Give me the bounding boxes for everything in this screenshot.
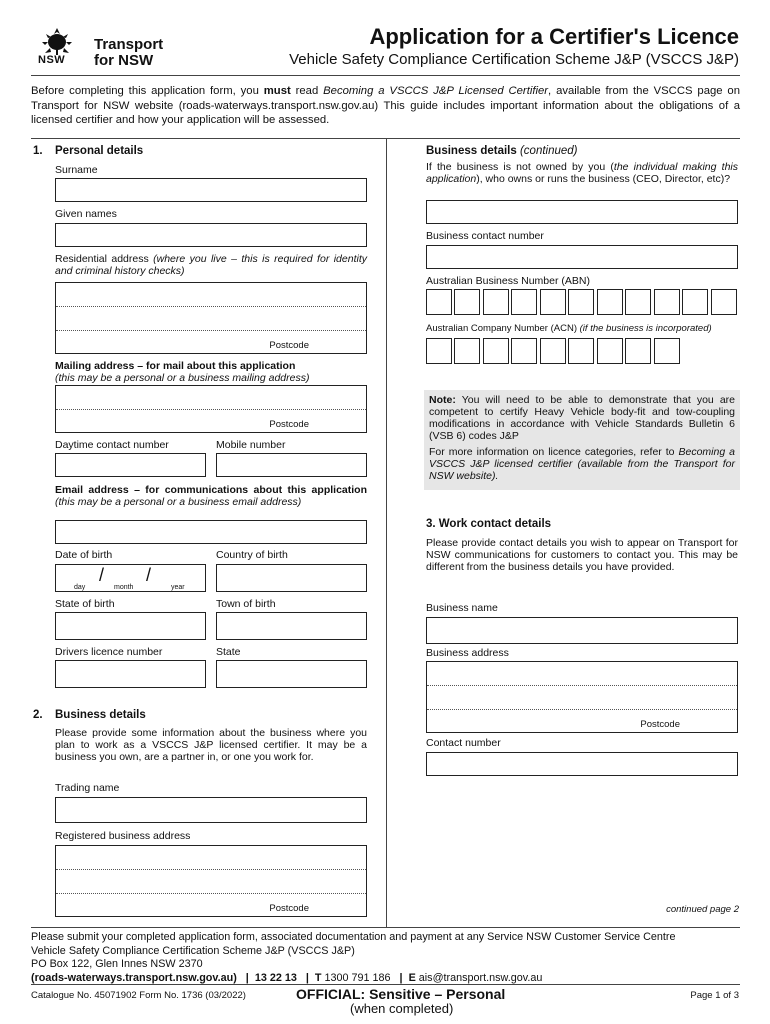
acn-digit[interactable]	[454, 338, 480, 364]
intro-part2: read	[290, 85, 324, 97]
footer-divider	[31, 927, 740, 928]
registered-address-field[interactable]	[55, 845, 367, 917]
work-contact-number-label: Contact number	[426, 737, 501, 749]
submit-instructions: Please submit your completed application form, associated documentation and payment at any Service NSW Customer Service Centre	[31, 931, 676, 943]
abn-digit[interactable]	[597, 289, 623, 315]
acn-label	[426, 323, 712, 334]
org-name-line1: Transport	[94, 36, 164, 53]
note-more-info	[429, 446, 735, 482]
daytime-number-label: Daytime contact number	[55, 439, 169, 451]
dob-day-label: day	[74, 584, 86, 591]
address-line	[427, 685, 737, 686]
abn-digit[interactable]	[540, 289, 566, 315]
acn-field[interactable]	[426, 338, 686, 366]
mailing-label-text: Mailing address – for mail about this application	[55, 360, 296, 372]
business-continued-title	[426, 145, 578, 157]
business-description: Please provide some information about the business where you plan to work as a VSCCS J&P licensed certifier. It may be a business you own, are a partner in, or one you work for.	[55, 727, 367, 763]
contact-line	[31, 972, 751, 986]
postal-address: PO Box 122, Glen Innes NSW 2370	[31, 958, 203, 970]
country-of-birth-label: Country of birth	[216, 549, 288, 561]
trading-name-field[interactable]	[55, 797, 367, 823]
surname-label: Surname	[55, 164, 98, 176]
separator: |	[399, 971, 403, 984]
surname-field[interactable]	[55, 178, 367, 202]
given-names-label: Given names	[55, 208, 117, 220]
acn-label-text: Australian Company Number (ACN)	[426, 323, 580, 334]
note-more-italic: Becoming a VSCCS J&P licensed certifier (available from the Transport for NSW website).	[429, 446, 735, 482]
footer-bottom-divider	[31, 984, 740, 985]
phone-number: 13 22 13	[254, 971, 297, 984]
email-note: (this may be a personal or a business email address)	[55, 496, 302, 508]
acn-digit[interactable]	[426, 338, 452, 364]
abn-digit[interactable]	[654, 289, 680, 315]
business-contact-label: Business contact number	[426, 230, 544, 242]
work-business-address-field[interactable]	[426, 661, 738, 733]
dob-field[interactable]	[55, 564, 206, 592]
address-line	[56, 306, 366, 307]
intro-guide-title: Becoming a VSCCS J&P Licensed Certifier	[323, 85, 549, 97]
abn-digit[interactable]	[711, 289, 737, 315]
country-of-birth-field[interactable]	[216, 564, 367, 592]
note-more-text: For more information on licence categories, refer to	[429, 446, 679, 458]
abn-digit[interactable]	[625, 289, 651, 315]
page-number: Page 1 of 3	[690, 990, 739, 1001]
continued-note: continued page 2	[666, 904, 739, 915]
intro-part3: , available from the VSCCS page on Transport for NSW website (roads-waterways.transport.nsw.gov.au) This guide includes important information about the obligations of a licensed certifier and how your application will be assessed.	[31, 85, 740, 126]
postcode-label: Postcode	[269, 903, 309, 914]
section-2-number: 2.	[33, 709, 43, 721]
postcode-label: Postcode	[640, 719, 680, 730]
state-of-birth-label: State of birth	[55, 598, 115, 610]
section-1-number: 1.	[33, 145, 43, 157]
email-label: E	[408, 971, 416, 984]
postcode-label: Postcode	[269, 419, 309, 430]
footer-block	[31, 931, 751, 985]
abn-digit[interactable]	[568, 289, 594, 315]
section-2-title: Business details	[55, 709, 146, 721]
email-address-label	[55, 484, 367, 508]
town-of-birth-field[interactable]	[216, 612, 367, 640]
nsw-logo	[36, 26, 78, 70]
given-names-field[interactable]	[55, 223, 367, 247]
owner-question-part1: If the business is not owned by you (	[426, 161, 614, 173]
acn-note: (if the business is incorporated)	[579, 323, 712, 334]
classification-note: (when completed)	[350, 1001, 454, 1016]
intro-paragraph	[31, 84, 740, 128]
licence-state-field[interactable]	[216, 660, 367, 688]
classification-label: OFFICIAL: Sensitive – Personal	[296, 986, 506, 1002]
business-continued-bold: Business details	[426, 145, 520, 157]
abn-digit[interactable]	[483, 289, 509, 315]
tel-label: T	[314, 971, 322, 984]
town-of-birth-label: Town of birth	[216, 598, 276, 610]
acn-digit[interactable]	[568, 338, 594, 364]
mobile-number-field[interactable]	[216, 453, 367, 477]
separator: |	[305, 971, 309, 984]
acn-digit[interactable]	[511, 338, 537, 364]
note-label: Note:	[429, 394, 456, 406]
residential-note: (where you live – this is required for identity and criminal history checks)	[55, 253, 367, 277]
page-subtitle: Vehicle Safety Compliance Certification Scheme J&P (VSCCS J&P)	[289, 51, 739, 68]
address-line	[56, 869, 366, 870]
postcode-label: Postcode	[269, 340, 309, 351]
owner-question-italic: the individual making this application	[426, 161, 738, 185]
trading-name-label: Trading name	[55, 782, 120, 794]
abn-field[interactable]	[426, 289, 738, 317]
intro-part1: Before completing this application form, you	[31, 85, 264, 97]
state-of-birth-field[interactable]	[55, 612, 206, 640]
acn-digit[interactable]	[654, 338, 680, 364]
header-divider	[31, 75, 740, 76]
licence-number-label: Drivers licence number	[55, 646, 163, 658]
date-separator: /	[99, 565, 105, 585]
abn-digit[interactable]	[682, 289, 708, 315]
acn-digit[interactable]	[597, 338, 623, 364]
abn-label: Australian Business Number (ABN)	[426, 275, 590, 287]
owner-question-part2: ), who owns or runs the business (CEO, Director, etc)?	[476, 173, 731, 185]
website-link[interactable]: (roads-waterways.transport.nsw.gov.au)	[31, 971, 237, 984]
email-link[interactable]: ais@transport.nsw.gov.au	[418, 971, 543, 984]
acn-digit[interactable]	[483, 338, 509, 364]
catalogue-number: Catalogue No. 45071902 Form No. 1736 (03/2022)	[31, 990, 246, 1001]
residential-label-text: Residential address	[55, 253, 154, 265]
address-line	[56, 409, 366, 410]
dob-month-label: month	[114, 584, 134, 591]
business-owner-field[interactable]	[426, 200, 738, 224]
mailing-note: (this may be a personal or a business mailing address)	[55, 372, 310, 384]
column-divider	[386, 138, 387, 928]
scheme-name: Vehicle Safety Compliance Certification Scheme J&P (VSCCS J&P)	[31, 944, 355, 957]
email-address-field[interactable]	[55, 520, 367, 544]
work-contact-number-field[interactable]	[426, 752, 738, 776]
work-contact-description: Please provide contact details you wish to appear on Transport for NSW communications for customers to contact you. This may be different from the business details you have provided.	[426, 537, 738, 573]
separator: |	[245, 971, 249, 984]
licence-number-field[interactable]	[55, 660, 206, 688]
address-line	[56, 330, 366, 331]
work-business-name-label: Business name	[426, 602, 498, 614]
mailing-address-label	[55, 360, 367, 384]
abn-digit[interactable]	[454, 289, 480, 315]
org-name-line2: for NSW	[94, 52, 154, 69]
section-3-title: 3. Work contact details	[426, 518, 552, 530]
email-label-text: Email address – for communications about this application	[55, 484, 367, 496]
dob-label: Date of birth	[55, 549, 113, 561]
intro-must: must	[263, 85, 291, 97]
address-line	[427, 709, 737, 710]
business-contact-field[interactable]	[426, 245, 738, 269]
mobile-number-label: Mobile number	[216, 439, 286, 451]
dob-year-label: year	[171, 584, 185, 591]
address-line	[56, 893, 366, 894]
mailing-address-field[interactable]	[55, 385, 367, 433]
residential-address-field[interactable]	[55, 282, 367, 354]
note-text	[429, 394, 735, 442]
business-continued-italic: (continued)	[519, 145, 578, 157]
page-title: Application for a Certifier's Licence	[369, 24, 739, 49]
note-body: You will need to be able to demonstrate that you are competent to certify Heavy Vehicle body-fit and tow-coupling modifications in accordance with Vehicle Standards Bulletin 6 (VSB 6) codes J&P	[429, 394, 735, 442]
acn-digit[interactable]	[625, 338, 651, 364]
section-1-title: Personal details	[55, 145, 144, 157]
abn-digit[interactable]	[511, 289, 537, 315]
work-business-address-label: Business address	[426, 647, 509, 659]
work-business-name-field[interactable]	[426, 617, 738, 644]
note-box	[424, 390, 740, 490]
tel-number: 1300 791 186	[324, 971, 391, 984]
daytime-number-field[interactable]	[55, 453, 206, 477]
date-separator: /	[146, 565, 152, 585]
licence-state-label: State	[216, 646, 241, 658]
business-owner-question	[426, 161, 738, 185]
logo-lettering: NSW	[38, 54, 66, 66]
residential-address-label	[55, 253, 367, 277]
abn-digit[interactable]	[426, 289, 452, 315]
acn-digit[interactable]	[540, 338, 566, 364]
registered-address-label: Registered business address	[55, 830, 191, 842]
